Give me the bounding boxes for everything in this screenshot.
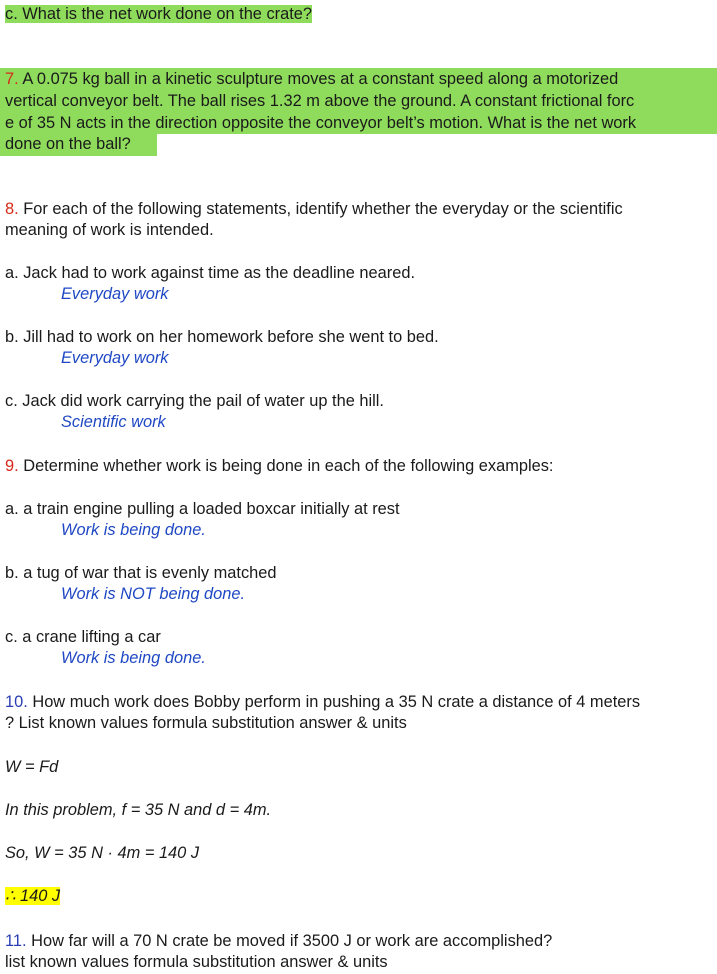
question-6c-text: c. What is the net work done on the crate? xyxy=(5,5,313,23)
question-8-line-1: 8. For each of the following statements, identify whether the everyday or the scientific xyxy=(5,200,623,218)
question-6c xyxy=(5,4,312,26)
answer-8c: Scientific work xyxy=(61,413,166,431)
question-7-number: 7. xyxy=(5,70,19,88)
answer-8b: Everyday work xyxy=(61,349,169,367)
question-8a: a. Jack had to work against time as the deadline neared. xyxy=(5,264,416,282)
work-values: In this problem, f = 35 N and d = 4m. xyxy=(5,801,272,819)
question-7-line-2: vertical conveyor belt. The ball rises 1.32 m above the ground. A constant frictional forc xyxy=(5,92,635,110)
question-7-line-4: done on the ball? xyxy=(5,135,131,153)
question-9-number: 9. xyxy=(5,457,19,475)
question-9a: a. a train engine pulling a loaded boxcar initially at rest xyxy=(5,500,400,518)
question-9: 9. Determine whether work is being done in each of the following examples: xyxy=(5,457,554,475)
question-7-line-3: e of 35 N acts in the direction opposite the conveyor belt’s motion. What is the net work xyxy=(5,114,637,132)
answer-9c: Work is being done. xyxy=(61,649,206,667)
final-answer-10 xyxy=(5,886,60,908)
question-11-line-1: 11. How far will a 70 N crate be moved if 3500 J or work are accomplished? xyxy=(5,932,553,950)
question-8c: c. Jack did work carrying the pail of water up the hill. xyxy=(5,392,384,410)
question-10-line-1: 10. How much work does Bobby perform in pushing a 35 N crate a distance of 4 meters xyxy=(5,693,641,711)
question-11-number: 11. xyxy=(5,932,27,950)
question-9b: b. a tug of war that is evenly matched xyxy=(5,564,277,582)
answer-9a: Work is being done. xyxy=(61,521,206,539)
final-answer-10-text: ∴ 140 J xyxy=(5,887,61,905)
question-8-number: 8. xyxy=(5,200,19,218)
answer-9b: Work is NOT being done. xyxy=(61,585,246,603)
question-9c: c. a crane lifting a car xyxy=(5,628,161,646)
question-7-highlight-mask xyxy=(157,134,717,158)
question-10-number: 10. xyxy=(5,693,28,711)
answer-8a: Everyday work xyxy=(61,285,169,303)
question-8-line-2: meaning of work is intended. xyxy=(5,221,214,239)
work-substitution: So, W = 35 N · 4m = 140 J xyxy=(5,844,200,862)
question-11-line-2: list known values formula substitution answer & units xyxy=(5,953,388,971)
question-7-line-1: 7. A 0.075 kg ball in a kinetic sculpture moves at a constant speed along a motorized xyxy=(5,70,619,88)
question-10-line-2: ? List known values formula substitution answer & units xyxy=(5,714,407,732)
question-8b: b. Jill had to work on her homework before she went to bed. xyxy=(5,328,439,346)
work-formula: W = Fd xyxy=(5,758,59,776)
